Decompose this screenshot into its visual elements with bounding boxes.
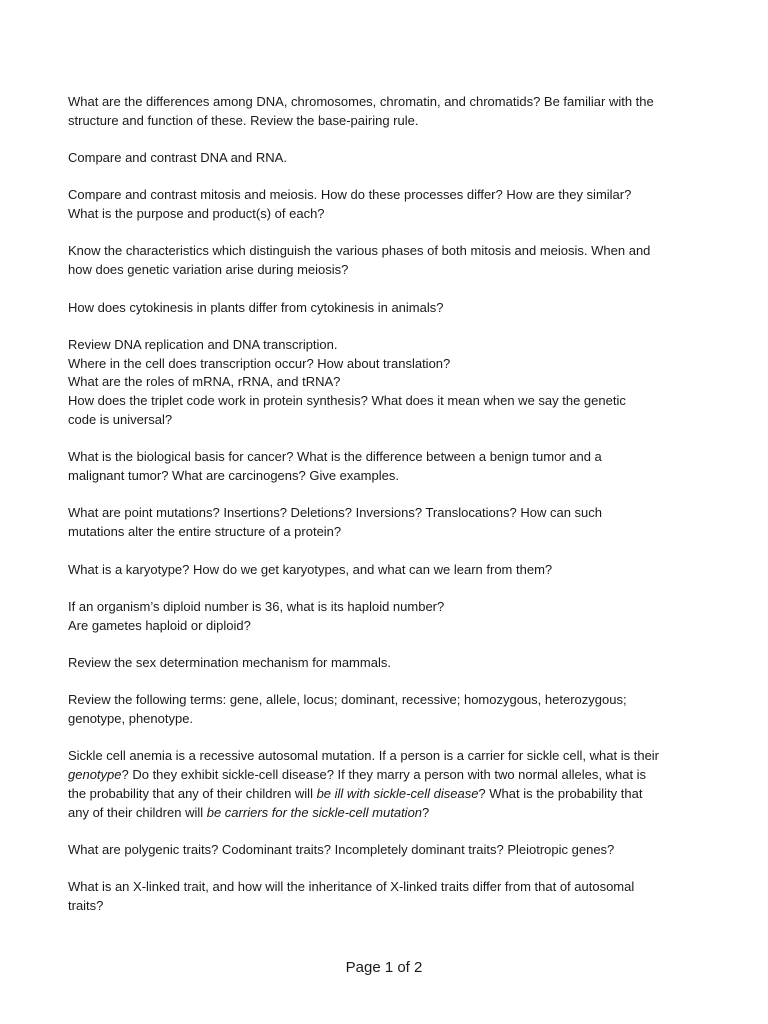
text-line: What are polygenic traits? Codominant traits? Incompletely dominant traits? Pleiotropic genes? (68, 842, 615, 858)
text-line: code is universal? (68, 412, 173, 428)
text-line: Sickle cell anemia is a recessive autosomal mutation. If a person is a carrier for sickle cell, what is their (68, 748, 660, 764)
text-line: traits? (68, 898, 104, 914)
text-line: How does cytokinesis in plants differ from cytokinesis in animals? (68, 299, 444, 315)
text-line: If an organism’s diploid number is 36, what is its haploid number? (68, 598, 445, 614)
question-cytokinesis (68, 299, 708, 318)
question-mutations (68, 504, 708, 542)
text-line: Review DNA replication and DNA transcription. (68, 336, 338, 352)
text-line: Know the characteristics which distinguish the various phases of both mitosis and meiosis. When and (68, 243, 651, 259)
text-line: Are gametes haploid or diploid? (68, 617, 251, 633)
text-line: What is a karyotype? How do we get karyotypes, and what can we learn from them? (68, 561, 553, 577)
question-replication-transcription (68, 336, 708, 430)
text-line (68, 766, 708, 785)
question-phases (68, 242, 708, 280)
text-run: ? What is the probability that (478, 785, 643, 801)
question-polygenic (68, 841, 708, 860)
emphasis-carriers: be carriers for the sickle-cell mutation (206, 804, 423, 820)
text-line: What is an X-linked trait, and how will the inheritance of X-linked traits differ from that of autosomal (68, 879, 635, 895)
question-dna-rna (68, 149, 708, 168)
question-terms (68, 691, 708, 729)
text-line: How does the triplet code work in protein synthesis? What does it mean when we say the genetic (68, 393, 626, 409)
question-x-linked (68, 878, 708, 916)
text-run: ? Do they exhibit sickle-cell disease? If they marry a person with two normal alleles, what is (121, 767, 647, 783)
text-line: Where in the cell does transcription occur? How about translation? (68, 355, 451, 371)
text-run: ? (422, 804, 430, 820)
question-sex-determination (68, 654, 708, 673)
emphasis-genotype: genotype (68, 767, 122, 783)
text-run: any of their children will (68, 804, 207, 820)
text-line: structure and function of these. Review the base-pairing rule. (68, 112, 419, 128)
question-mitosis-meiosis (68, 186, 708, 224)
text-line: Review the sex determination mechanism for mammals. (68, 654, 391, 670)
text-line: What are point mutations? Insertions? Deletions? Inversions? Translocations? How can such (68, 505, 603, 521)
question-haploid (68, 598, 708, 636)
page-number-footer: Page 1 of 2 (345, 959, 423, 976)
text-run: the probability that any of their children will (68, 785, 317, 801)
emphasis-ill: be ill with sickle-cell disease (316, 785, 479, 801)
text-line: What are the roles of mRNA, rRNA, and tRNA? (68, 374, 341, 390)
document-body (68, 93, 708, 934)
text-line: mutations alter the entire structure of a protein? (68, 524, 342, 540)
text-line: Compare and contrast mitosis and meiosis. How do these processes differ? How are they similar? (68, 187, 632, 203)
text-line: how does genetic variation arise during meiosis? (68, 262, 349, 278)
text-line (68, 804, 708, 823)
question-cancer (68, 448, 708, 486)
text-line: What is the purpose and product(s) of each? (68, 206, 325, 222)
text-line: malignant tumor? What are carcinogens? Give examples. (68, 468, 399, 484)
text-line: Review the following terms: gene, allele, locus; dominant, recessive; homozygous, heterozygous; (68, 692, 627, 708)
text-line: Compare and contrast DNA and RNA. (68, 150, 287, 166)
text-line: genotype, phenotype. (68, 711, 194, 727)
text-line: What are the differences among DNA, chromosomes, chromatin, and chromatids? Be familiar with the (68, 94, 654, 109)
question-dna-chromosomes (68, 93, 708, 131)
text-line: What is the biological basis for cancer? What is the difference between a benign tumor and a (68, 449, 602, 465)
question-sickle-cell (68, 747, 708, 822)
question-karyotype (68, 561, 708, 580)
text-line (68, 785, 708, 804)
